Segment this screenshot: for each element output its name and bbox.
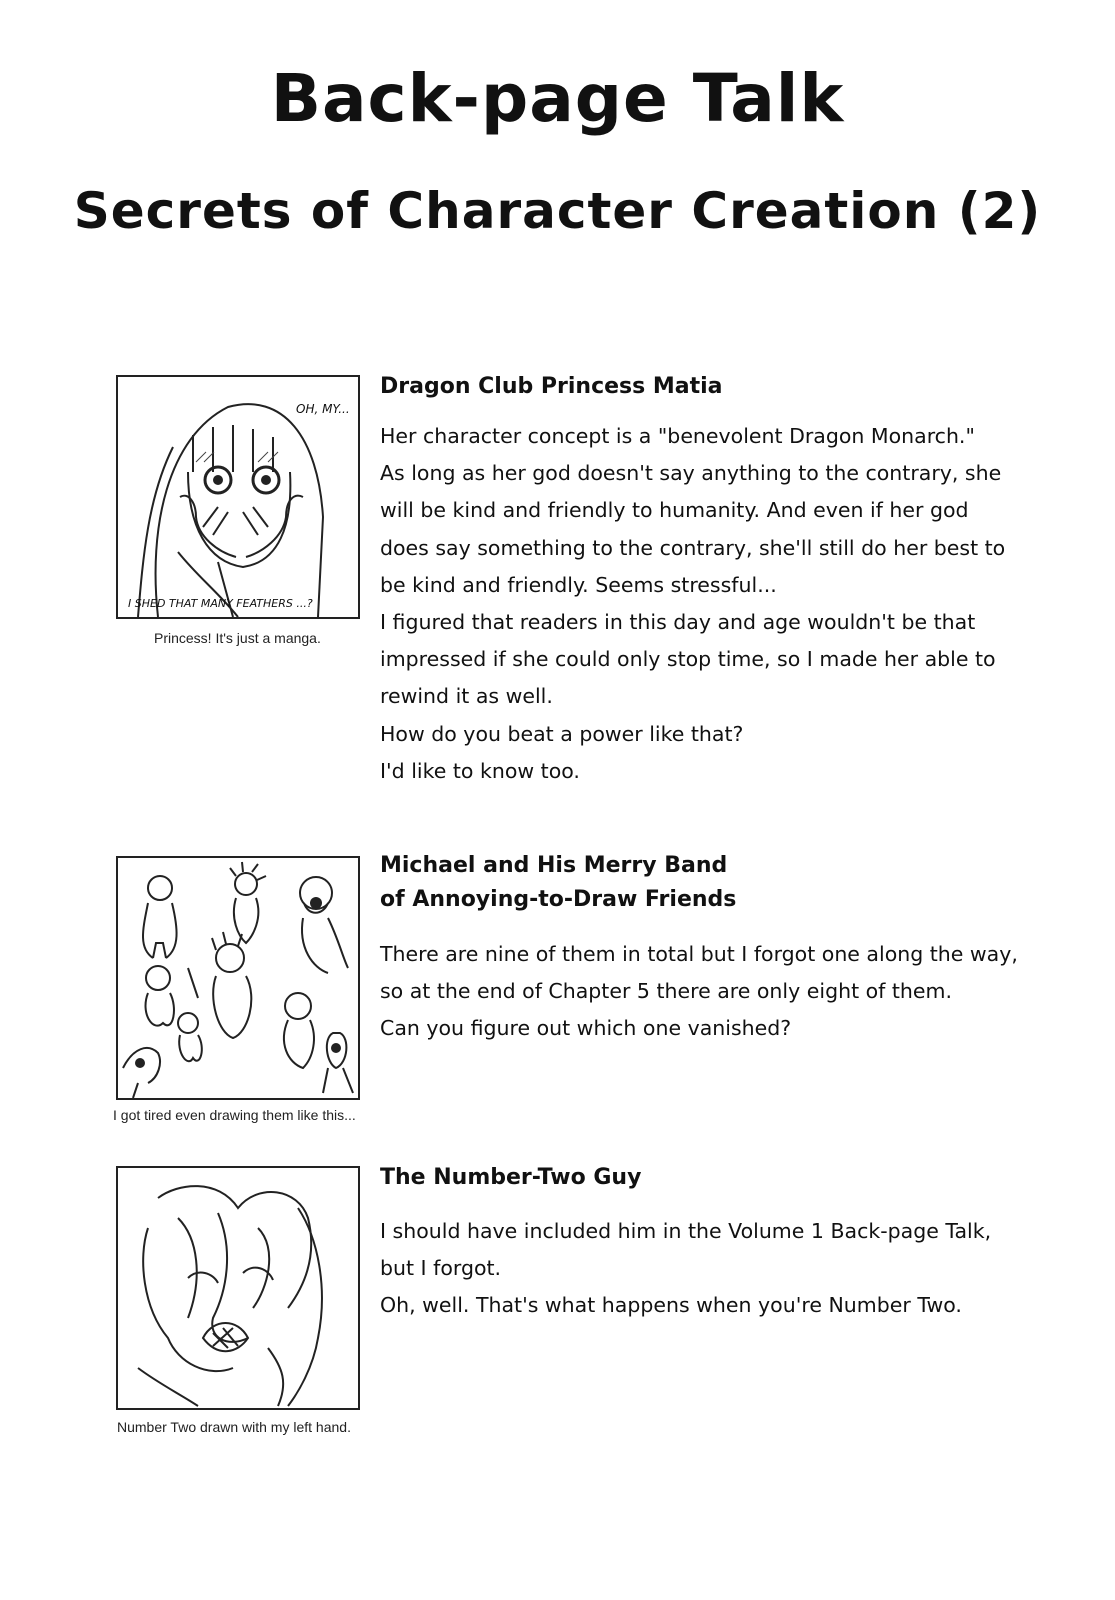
page-subtitle: Secrets of Character Creation (2)	[73, 182, 1042, 240]
michael-band-caption: I got tired even drawing them like this...	[113, 1107, 356, 1123]
number-two-paragraph-2: Oh, well. That's what happens when you're Number Two.	[380, 1293, 962, 1318]
number-two-illustration	[116, 1166, 360, 1410]
number-two-paragraph-1: I should have included him in the Volume 1 Back-page Talk, but I forgot.	[380, 1219, 992, 1281]
matia-paragraph-1: Her character concept is a "benevolent Dragon Monarch."	[380, 424, 975, 448]
michael-band-illustration	[116, 856, 360, 1100]
matia-paragraph-2: As long as her god doesn't say anything to the contrary, she will be kind and friendly to humanity. And even if her god does say something to the contrary, she'll still do her best to be kind and friendly. Seems stressful...	[380, 461, 1006, 597]
matia-paragraph-3: I figured that readers in this day and age wouldn't be that impressed if she could only stop time, so I made her able to rewind it as well.	[380, 610, 996, 709]
michael-band-heading-line1: Michael and His Merry Band	[380, 853, 728, 878]
michael-band-body	[380, 936, 1040, 1048]
michael-band-paragraph-2: Can you figure out which one vanished?	[380, 1016, 792, 1041]
michael-band-paragraph-1: There are nine of them in total but I forgot one along the way, so at the end of Chapter 5 there are only eight of them.	[380, 942, 1018, 1004]
matia-illustration	[116, 375, 360, 619]
matia-body	[380, 418, 1020, 790]
bubble-feathers: I SHED THAT MANY FEATHERS ...?	[128, 597, 313, 610]
number-two-heading: The Number-Two Guy	[380, 1165, 642, 1190]
matia-paragraph-5: I'd like to know too.	[380, 758, 580, 783]
matia-paragraph-4: How do you beat a power like that?	[380, 721, 744, 746]
matia-caption: Princess! It's just a manga.	[154, 630, 321, 646]
page-title: Back-page Talk	[270, 60, 845, 137]
bubble-oh-my: OH, MY...	[296, 402, 350, 416]
number-two-body	[380, 1213, 1020, 1325]
matia-heading: Dragon Club Princess Matia	[380, 374, 723, 399]
number-two-caption: Number Two drawn with my left hand.	[117, 1419, 351, 1435]
michael-band-heading	[380, 849, 736, 917]
michael-band-heading-line2: of Annoying-to-Draw Friends	[380, 887, 737, 912]
